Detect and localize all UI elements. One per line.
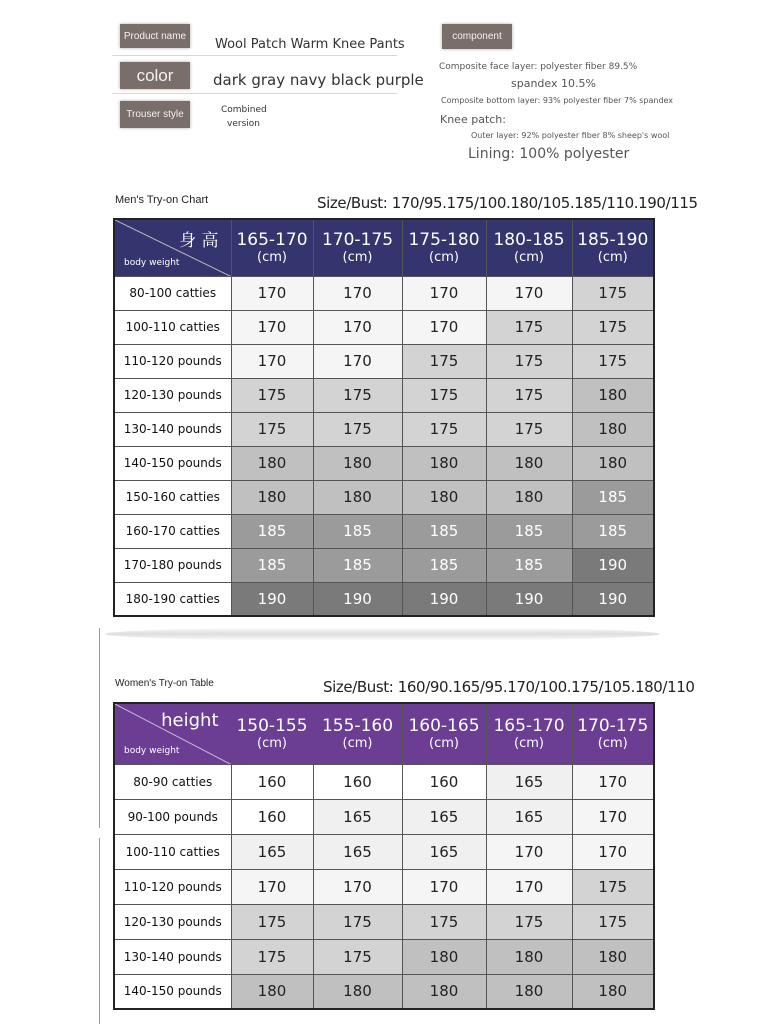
women-height-col [572, 703, 654, 764]
size-cell: 160 [231, 764, 313, 799]
size-cell: 160 [402, 764, 486, 799]
size-cell: 170 [402, 276, 486, 310]
weight-label: 80-90 catties [114, 764, 231, 799]
size-cell: 170 [572, 834, 654, 869]
women-corner-bottom: body weight [124, 745, 180, 756]
component-line: spandex 10.5% [511, 77, 596, 90]
women-height-col [402, 703, 486, 764]
trouser-style-value-1: Combined [221, 105, 267, 115]
size-cell: 185 [572, 514, 654, 548]
size-cell: 170 [402, 869, 486, 904]
size-cell: 175 [313, 412, 402, 446]
height-range: 150-155 [236, 715, 308, 736]
size-cell: 170 [231, 869, 313, 904]
weight-label: 150-160 catties [114, 480, 231, 514]
component-line: Outer layer: 92% polyester fiber 8% sheep's wool [471, 131, 670, 140]
table-row [114, 799, 654, 834]
size-cell: 165 [402, 799, 486, 834]
size-cell: 190 [572, 582, 654, 616]
size-cell: 165 [486, 764, 572, 799]
men-height-col [313, 219, 402, 276]
size-cell: 180 [402, 974, 486, 1009]
weight-label: 130-140 pounds [114, 939, 231, 974]
size-cell: 190 [313, 582, 402, 616]
size-cell: 175 [572, 344, 654, 378]
size-cell: 180 [402, 446, 486, 480]
size-cell: 175 [572, 276, 654, 310]
size-cell: 185 [313, 514, 402, 548]
table-row [114, 764, 654, 799]
unit-label: (cm) [514, 249, 544, 265]
size-cell: 170 [486, 869, 572, 904]
weight-label: 110-120 pounds [114, 869, 231, 904]
size-cell: 185 [231, 548, 313, 582]
size-cell: 190 [402, 582, 486, 616]
size-cell: 165 [402, 834, 486, 869]
height-range: 170-175 [321, 229, 394, 250]
table-row [114, 276, 654, 310]
weight-label: 110-120 pounds [114, 344, 231, 378]
unit-label: (cm) [514, 735, 544, 751]
women-height-col [486, 703, 572, 764]
weight-label: 100-110 catties [114, 834, 231, 869]
size-cell: 180 [231, 974, 313, 1009]
men-corner-cell [114, 219, 231, 276]
size-cell: 170 [572, 799, 654, 834]
product-name-tag: Product name [120, 24, 190, 48]
size-cell: 180 [313, 480, 402, 514]
height-range: 180-185 [493, 229, 565, 250]
table-row [114, 939, 654, 974]
unit-label: (cm) [429, 735, 459, 751]
size-cell: 175 [572, 869, 654, 904]
table-row [114, 869, 654, 904]
height-range: 170-175 [577, 715, 649, 736]
weight-label: 80-100 catties [114, 276, 231, 310]
size-cell: 180 [572, 378, 654, 412]
size-cell: 160 [231, 799, 313, 834]
divider-line [112, 55, 397, 56]
men-size-bust: Size/Bust: 170/95.175/100.180/105.185/110.190/115 [317, 194, 698, 212]
women-size-bust: Size/Bust: 160/90.165/95.170/100.175/105.180/110 [323, 678, 695, 696]
size-cell: 190 [572, 548, 654, 582]
unit-label: (cm) [429, 249, 459, 265]
edge-line [99, 628, 100, 828]
size-cell: 165 [486, 799, 572, 834]
women-height-col [313, 703, 402, 764]
unit-label: (cm) [342, 249, 373, 265]
size-cell: 185 [231, 514, 313, 548]
size-cell: 175 [402, 904, 486, 939]
size-cell: 180 [572, 446, 654, 480]
size-cell: 180 [486, 446, 572, 480]
women-size-table [113, 702, 655, 1010]
size-cell: 170 [231, 276, 313, 310]
unit-label: (cm) [597, 735, 628, 751]
size-cell: 170 [231, 310, 313, 344]
component-line: Composite face layer: polyester fiber 89.5% [439, 62, 638, 72]
men-height-col [486, 219, 572, 276]
size-cell: 175 [231, 412, 313, 446]
size-cell: 180 [486, 974, 572, 1009]
height-range: 165-170 [236, 229, 308, 250]
weight-label: 90-100 pounds [114, 799, 231, 834]
weight-label: 120-130 pounds [114, 904, 231, 939]
size-cell: 185 [572, 480, 654, 514]
size-cell: 185 [313, 548, 402, 582]
unit-label: (cm) [597, 249, 628, 265]
weight-label: 140-150 pounds [114, 446, 231, 480]
size-cell: 180 [572, 974, 654, 1009]
size-cell: 165 [313, 834, 402, 869]
size-cell: 175 [231, 939, 313, 974]
size-cell: 175 [231, 378, 313, 412]
size-cell: 170 [313, 344, 402, 378]
size-cell: 180 [402, 939, 486, 974]
table-row [114, 480, 654, 514]
weight-label: 100-110 catties [114, 310, 231, 344]
size-cell: 175 [402, 412, 486, 446]
weight-label: 130-140 pounds [114, 412, 231, 446]
unit-label: (cm) [257, 735, 287, 751]
table-row [114, 582, 654, 616]
men-height-col [572, 219, 654, 276]
size-cell: 175 [486, 904, 572, 939]
size-cell: 190 [486, 582, 572, 616]
height-range: 185-190 [577, 229, 649, 250]
size-cell: 170 [486, 276, 572, 310]
size-cell: 170 [572, 764, 654, 799]
size-cell: 185 [486, 514, 572, 548]
size-cell: 190 [231, 582, 313, 616]
size-cell: 170 [313, 869, 402, 904]
women-chart-title: Women's Try-on Table [115, 678, 214, 689]
size-cell: 175 [313, 378, 402, 412]
men-height-col [402, 219, 486, 276]
size-cell: 175 [313, 939, 402, 974]
height-range: 160-165 [408, 715, 480, 736]
size-cell: 180 [486, 939, 572, 974]
table-row [114, 514, 654, 548]
size-cell: 170 [313, 310, 402, 344]
table-row [114, 344, 654, 378]
size-cell: 185 [402, 514, 486, 548]
section-divider [105, 627, 660, 641]
size-cell: 175 [486, 378, 572, 412]
size-cell: 175 [486, 412, 572, 446]
weight-label: 120-130 pounds [114, 378, 231, 412]
table-row [114, 446, 654, 480]
size-cell: 170 [313, 276, 402, 310]
trouser-style-value-2: version [227, 119, 260, 129]
size-cell: 165 [231, 834, 313, 869]
size-cell: 180 [486, 480, 572, 514]
unit-label: (cm) [257, 249, 287, 265]
men-chart-title: Men's Try-on Chart [115, 194, 209, 206]
size-cell: 185 [486, 548, 572, 582]
size-cell: 170 [402, 310, 486, 344]
size-cell: 185 [402, 548, 486, 582]
component-line: Composite bottom layer: 93% polyester fiber 7% spandex [441, 96, 674, 105]
men-corner-top: 身 高 [179, 231, 219, 251]
height-range: 155-160 [321, 715, 394, 736]
color-tag: color [120, 62, 190, 89]
component-line: Lining: 100% polyester [468, 146, 630, 162]
divider-line [112, 93, 397, 94]
table-row [114, 904, 654, 939]
trouser-style-tag: Trouser style [120, 101, 190, 128]
size-cell: 170 [231, 344, 313, 378]
size-cell: 180 [572, 412, 654, 446]
size-cell: 175 [313, 904, 402, 939]
size-cell: 170 [486, 834, 572, 869]
size-cell: 180 [231, 446, 313, 480]
men-corner-bottom: body weight [124, 257, 180, 268]
size-cell: 175 [486, 310, 572, 344]
table-row [114, 974, 654, 1009]
color-value: dark gray navy black purple [213, 71, 424, 89]
men-size-table [113, 218, 655, 617]
size-cell: 180 [402, 480, 486, 514]
size-cell: 160 [313, 764, 402, 799]
size-cell: 175 [486, 344, 572, 378]
height-range: 175-180 [408, 229, 480, 250]
women-corner-cell [114, 703, 231, 764]
size-cell: 175 [572, 310, 654, 344]
size-cell: 180 [313, 446, 402, 480]
size-cell: 175 [402, 344, 486, 378]
size-cell: 175 [231, 904, 313, 939]
table-row [114, 834, 654, 869]
size-cell: 180 [231, 480, 313, 514]
size-cell: 175 [572, 904, 654, 939]
women-corner-top: height [161, 710, 219, 731]
table-row [114, 412, 654, 446]
weight-label: 180-190 catties [114, 582, 231, 616]
table-row [114, 548, 654, 582]
product-name-value: Wool Patch Warm Knee Pants [215, 37, 405, 52]
unit-label: (cm) [342, 735, 373, 751]
height-range: 165-170 [493, 715, 565, 736]
weight-label: 160-170 catties [114, 514, 231, 548]
weight-label: 140-150 pounds [114, 974, 231, 1009]
size-cell: 180 [313, 974, 402, 1009]
component-tag: component [442, 24, 512, 49]
table-row [114, 378, 654, 412]
edge-line [99, 838, 100, 1024]
weight-label: 170-180 pounds [114, 548, 231, 582]
table-row [114, 310, 654, 344]
size-cell: 180 [572, 939, 654, 974]
size-cell: 165 [313, 799, 402, 834]
men-height-col [231, 219, 313, 276]
women-height-col [231, 703, 313, 764]
component-line: Knee patch: [440, 113, 506, 126]
size-cell: 175 [402, 378, 486, 412]
